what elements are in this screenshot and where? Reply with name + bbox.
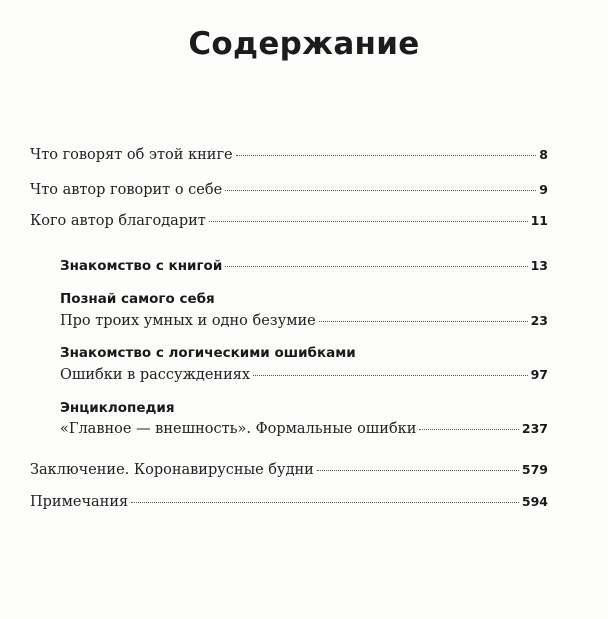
toc-entry[interactable] <box>30 213 548 235</box>
dot-leader <box>131 502 519 503</box>
toc-entry[interactable] <box>30 147 548 169</box>
toc-entry[interactable] <box>60 421 548 443</box>
toc-page-number: 579 <box>521 462 548 477</box>
toc-entry[interactable] <box>30 494 548 516</box>
dot-leader <box>209 221 528 222</box>
toc-entry[interactable] <box>30 182 548 204</box>
dot-leader <box>225 190 536 191</box>
toc-entry-label: Что автор говорит о себе <box>30 182 223 198</box>
toc-page-number: 9 <box>539 182 548 197</box>
toc-entry-label: Про троих умных и одно безумие <box>60 313 316 329</box>
toc-entry-label: Кого автор благодарит <box>30 213 206 229</box>
toc-entry[interactable] <box>60 313 548 335</box>
toc-entry-label: Что говорят об этой книге <box>30 147 233 163</box>
toc-page-number: 594 <box>521 494 548 509</box>
dot-leader <box>319 321 528 322</box>
toc-entry-label: Знакомство с книгой <box>60 258 223 274</box>
toc-page-number: 23 <box>530 313 548 328</box>
dot-leader <box>253 375 528 376</box>
toc-entry-intro[interactable] <box>60 258 548 280</box>
toc-page-number: 97 <box>530 367 548 382</box>
toc-page-number: 13 <box>530 258 548 273</box>
toc-page-number: 11 <box>530 213 548 228</box>
part-heading: Познай самого себя <box>60 291 215 307</box>
dot-leader <box>419 429 519 430</box>
toc-entry-label: «Главное — внешность». Формальные ошибки <box>60 421 417 437</box>
toc-entry[interactable] <box>60 367 548 389</box>
part-heading: Энциклопедия <box>60 400 175 416</box>
toc-entry-label: Заключение. Коронавирусные будни <box>30 462 314 478</box>
toc-entry[interactable] <box>30 462 548 484</box>
toc-page-number: 8 <box>539 147 548 162</box>
page-title: Содержание <box>188 26 420 62</box>
toc-entry-label: Ошибки в рассуждениях <box>60 367 251 383</box>
part-heading: Знакомство с логическими ошибками <box>60 345 356 361</box>
dot-leader <box>236 155 537 156</box>
toc-page-number: 237 <box>521 421 548 436</box>
dot-leader <box>225 266 527 267</box>
toc-entry-label: Примечания <box>30 494 129 510</box>
dot-leader <box>317 470 519 471</box>
